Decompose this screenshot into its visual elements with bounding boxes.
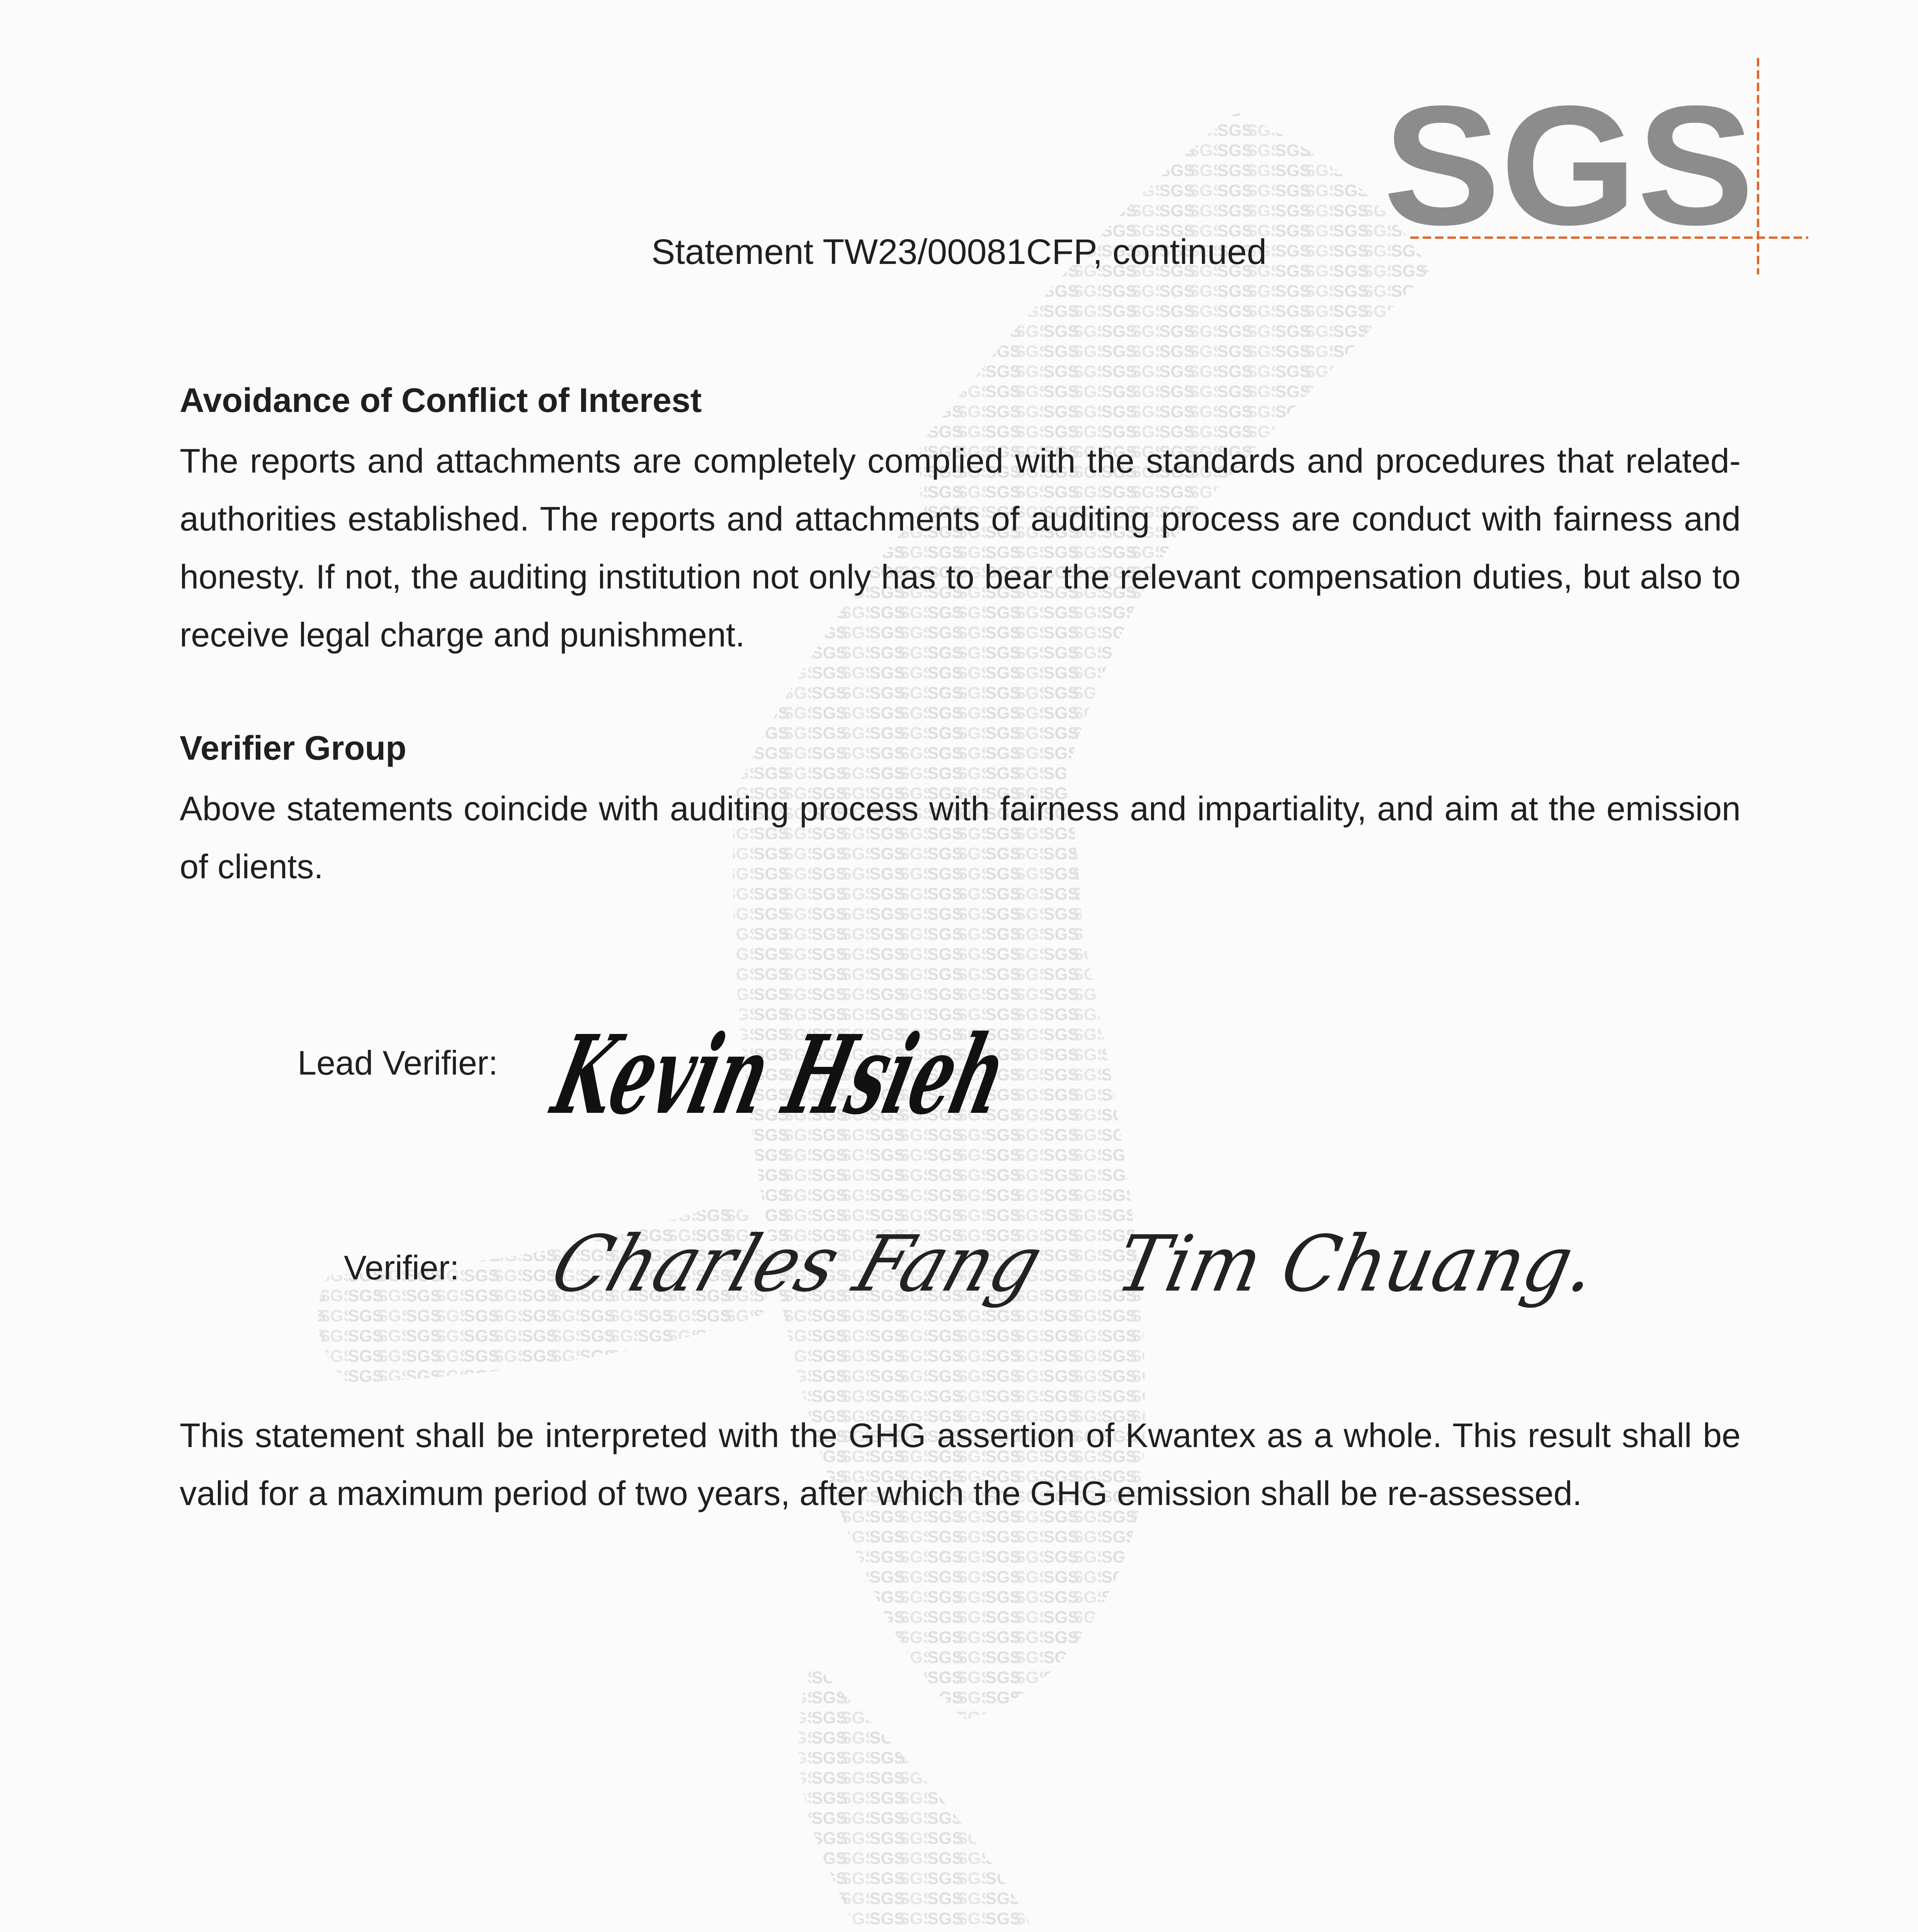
lead-verifier-signature (542, 958, 1307, 1159)
statement-title: Statement TW23/00081CFP, continued (651, 232, 1267, 272)
conflict-heading: Avoidance of Conflict of Interest (180, 381, 702, 419)
conflict-paragraph: The reports and attachments are completely complied with the standards and procedures that related-authorities established. The reports and attachments of auditing process are conduct with fairness and honesty. If not, the auditing institution not only has to bear the relevant compensation duties, but also to receive legal charge and punishment. (180, 442, 1741, 654)
verifier-label: Verifier: (344, 1248, 459, 1287)
verifier-signature-1-text: Charles Fang (541, 1219, 1090, 1309)
lead-verifier-label: Lead Verifier: (298, 1044, 498, 1082)
sgs-logo-text: SGS (1383, 71, 1754, 260)
verifier-group-heading: Verifier Group (180, 729, 406, 767)
verifier-signature-2 (1109, 1202, 1650, 1341)
verifier-signature-1 (541, 1202, 1093, 1341)
verifier-signature-2-text: Tim Chuang. (1109, 1219, 1631, 1309)
verifier-group-paragraph: Above statements coincide with auditing process with fairness and impartiality, and aim at the emission of clients. (180, 789, 1741, 886)
validity-paragraph: This statement shall be interpreted with the GHG assertion of Kwantex as a whole. This result shall be valid for a maximum period of two years, after which the GHG emission shall be re-assessed. (180, 1416, 1741, 1512)
lead-verifier-signature-text: Kevin Hsieh (542, 1012, 1307, 1139)
